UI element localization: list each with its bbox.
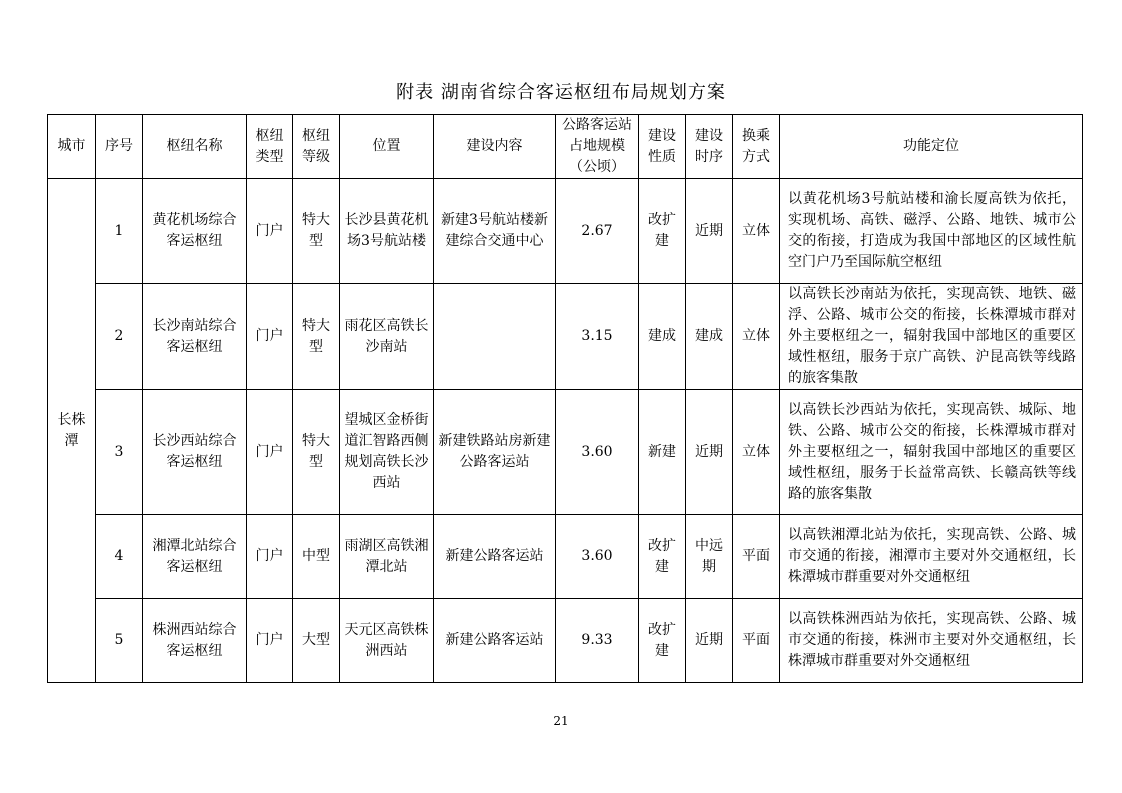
cell-area: 3.60 xyxy=(556,390,639,515)
cell-location: 天元区高铁株洲西站 xyxy=(340,599,434,683)
cell-seq: 3 xyxy=(96,390,143,515)
cell-transfer: 平面 xyxy=(733,599,780,683)
cell-nature: 改扩建 xyxy=(639,179,686,284)
cell-nature: 改扩建 xyxy=(639,599,686,683)
cell-seq: 5 xyxy=(96,599,143,683)
cell-type: 门户 xyxy=(247,179,293,284)
header-level: 枢纽等级 xyxy=(293,115,340,179)
cell-level: 特大型 xyxy=(293,390,340,515)
cell-content: 新建公路客运站 xyxy=(434,515,556,599)
cell-function: 以黄花机场3号航站楼和渝长厦高铁为依托，实现机场、高铁、磁浮、公路、地铁、城市公交的衔接，打造成为我国中部地区的区域性航空门户乃至国际航空枢纽 xyxy=(780,179,1083,284)
cell-location: 望城区金桥街道汇智路西侧规划高铁长沙西站 xyxy=(340,390,434,515)
table-header-row xyxy=(48,115,1083,179)
cell-area: 3.15 xyxy=(556,284,639,390)
cell-name: 黄花机场综合客运枢纽 xyxy=(143,179,247,284)
cell-nature: 建成 xyxy=(639,284,686,390)
city-cell: 长株潭 xyxy=(48,179,96,683)
header-city: 城市 xyxy=(48,115,96,179)
cell-seq: 2 xyxy=(96,284,143,390)
cell-transfer: 立体 xyxy=(733,284,780,390)
cell-timing: 中远期 xyxy=(686,515,733,599)
cell-seq: 1 xyxy=(96,179,143,284)
header-name: 枢纽名称 xyxy=(143,115,247,179)
page-title: 附表 湖南省综合客运枢纽布局规划方案 xyxy=(396,82,726,103)
table-row xyxy=(48,179,1083,284)
cell-nature: 改扩建 xyxy=(639,515,686,599)
header-area: 公路客运站占地规模（公顷） xyxy=(556,115,639,179)
cell-area: 2.67 xyxy=(556,179,639,284)
header-function: 功能定位 xyxy=(780,115,1083,179)
table-row xyxy=(48,515,1083,599)
cell-content xyxy=(434,284,556,390)
header-timing: 建设时序 xyxy=(686,115,733,179)
cell-timing: 建成 xyxy=(686,284,733,390)
cell-location: 雨花区高铁长沙南站 xyxy=(340,284,434,390)
cell-function: 以高铁长沙西站为依托，实现高铁、城际、地铁、公路、城市公交的衔接，长株潭城市群对外主要枢纽之一，辐射我国中部地区的重要区域性枢纽，服务于长益常高铁、长赣高铁等线路的旅客集散 xyxy=(780,390,1083,515)
cell-timing: 近期 xyxy=(686,179,733,284)
table-row xyxy=(48,284,1083,390)
cell-area: 9.33 xyxy=(556,599,639,683)
header-type: 枢纽类型 xyxy=(247,115,293,179)
header-location: 位置 xyxy=(340,115,434,179)
cell-level: 中型 xyxy=(293,515,340,599)
header-seq: 序号 xyxy=(96,115,143,179)
cell-transfer: 平面 xyxy=(733,515,780,599)
cell-seq: 4 xyxy=(96,515,143,599)
cell-type: 门户 xyxy=(247,515,293,599)
cell-transfer: 立体 xyxy=(733,390,780,515)
header-transfer: 换乘方式 xyxy=(733,115,780,179)
cell-function: 以高铁株洲西站为依托，实现高铁、公路、城市交通的衔接，株洲市主要对外交通枢纽，长株潭城市群重要对外交通枢纽 xyxy=(780,599,1083,683)
hub-plan-table xyxy=(47,114,1083,683)
cell-content: 新建3号航站楼新建综合交通中心 xyxy=(434,179,556,284)
header-content: 建设内容 xyxy=(434,115,556,179)
cell-name: 长沙南站综合客运枢纽 xyxy=(143,284,247,390)
cell-level: 特大型 xyxy=(293,179,340,284)
cell-area: 3.60 xyxy=(556,515,639,599)
cell-name: 长沙西站综合客运枢纽 xyxy=(143,390,247,515)
cell-type: 门户 xyxy=(247,599,293,683)
table-row xyxy=(48,390,1083,515)
header-nature: 建设性质 xyxy=(639,115,686,179)
cell-name: 湘潭北站综合客运枢纽 xyxy=(143,515,247,599)
table-row xyxy=(48,599,1083,683)
cell-location: 雨湖区高铁湘潭北站 xyxy=(340,515,434,599)
cell-level: 特大型 xyxy=(293,284,340,390)
cell-nature: 新建 xyxy=(639,390,686,515)
cell-type: 门户 xyxy=(247,284,293,390)
page-number: 21 xyxy=(553,714,569,728)
cell-content: 新建铁路站房新建公路客运站 xyxy=(434,390,556,515)
cell-location: 长沙县黄花机场3号航站楼 xyxy=(340,179,434,284)
cell-transfer: 立体 xyxy=(733,179,780,284)
cell-level: 大型 xyxy=(293,599,340,683)
cell-type: 门户 xyxy=(247,390,293,515)
cell-content: 新建公路客运站 xyxy=(434,599,556,683)
cell-timing: 近期 xyxy=(686,599,733,683)
cell-name: 株洲西站综合客运枢纽 xyxy=(143,599,247,683)
cell-timing: 近期 xyxy=(686,390,733,515)
cell-function: 以高铁长沙南站为依托，实现高铁、地铁、磁浮、公路、城市公交的衔接，长株潭城市群对外主要枢纽之一，辐射我国中部地区的重要区域性枢纽，服务于京广高铁、沪昆高铁等线路的旅客集散 xyxy=(780,284,1083,390)
cell-function: 以高铁湘潭北站为依托，实现高铁、公路、城市交通的衔接，湘潭市主要对外交通枢纽，长株潭城市群重要对外交通枢纽 xyxy=(780,515,1083,599)
